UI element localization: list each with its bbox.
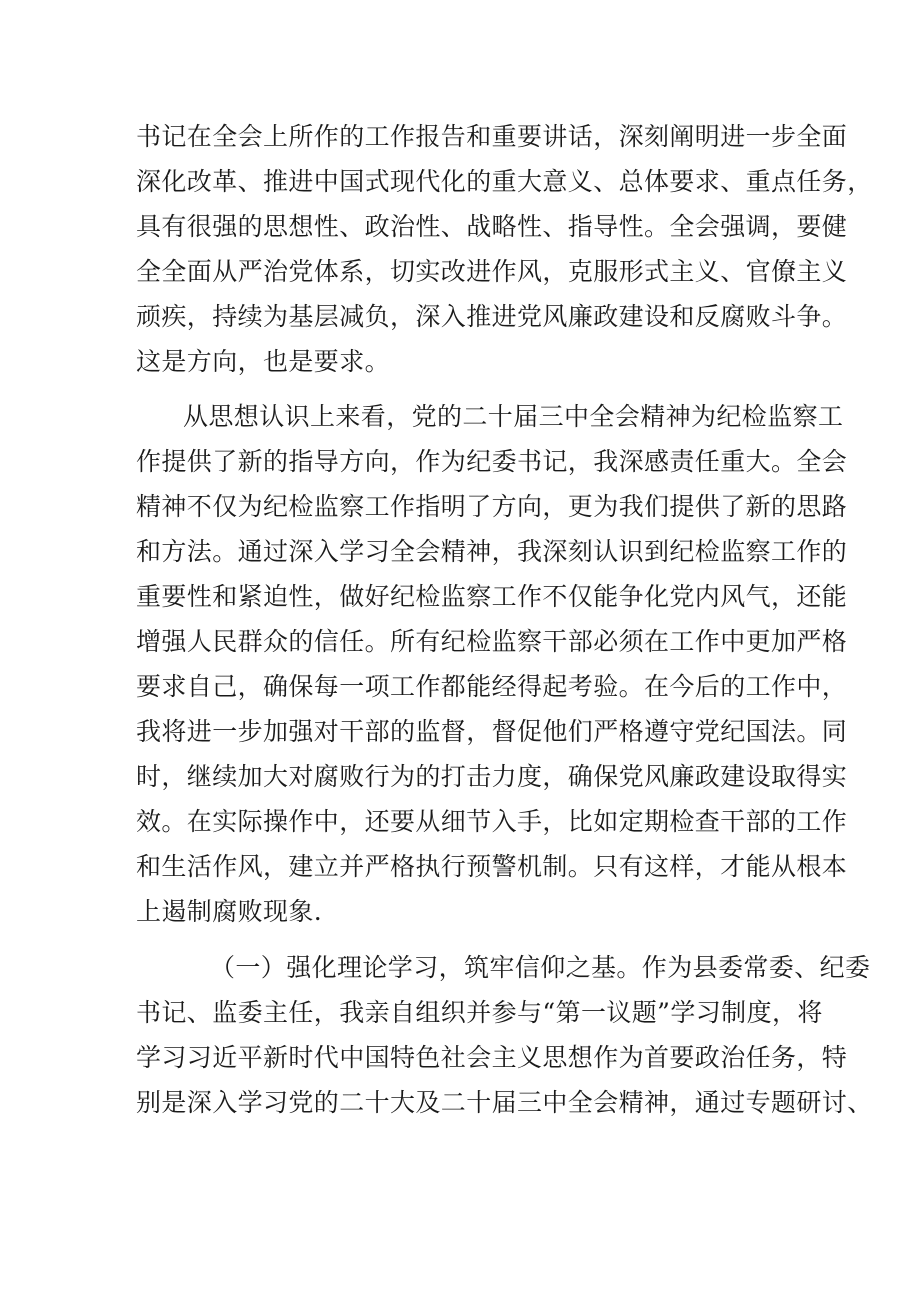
text-line: 效。在实际操作中，还要从细节入手，比如定期检查干部的工作: [136, 807, 848, 836]
text-line: 全全面从严治党体系，切实改进作风，克服形式主义、官僚主义: [136, 257, 848, 286]
text-line: 深化改革、推进中国式现代化的重大意义、总体要求、重点任务，: [136, 167, 873, 196]
text-line: 具有很强的思想性、政治性、战略性、指导性。全会强调，要健: [136, 212, 848, 241]
text-line: 顽疾，持续为基层减负，深入推进党风廉政建设和反腐败斗争。: [136, 302, 848, 331]
text-line: 书记、监委主任，我亲自组织并参与“第一议题”学习制度，将: [136, 998, 823, 1027]
text-line: 这是方向，也是要求。: [136, 347, 391, 376]
text-line: 从思想认识上来看，党的二十届三中全会精神为纪检监察工: [183, 402, 844, 431]
text-line: 和方法。通过深入学习全会精神，我深刻认识到纪检监察工作的: [136, 537, 848, 566]
text-line: 增强人民群众的信任。所有纪检监察干部必须在工作中更加严格: [136, 627, 848, 656]
text-line: （一）强化理论学习，筑牢信仰之基。作为县委常委、纪委: [210, 953, 871, 982]
text-line: 上遏制腐败现象.: [136, 897, 323, 926]
text-line: 作提供了新的指导方向，作为纪委书记，我深感责任重大。全会: [136, 447, 848, 476]
text-line: 学习习近平新时代中国特色社会主义思想作为首要政治任务，特: [136, 1043, 848, 1072]
text-line: 时，继续加大对腐败行为的打击力度，确保党风廉政建设取得实: [136, 762, 848, 791]
text-line: 书记在全会上所作的工作报告和重要讲话，深刻阐明进一步全面: [136, 122, 848, 151]
text-line: 重要性和紧迫性，做好纪检监察工作不仅能争化党内风气，还能: [136, 582, 848, 611]
text-line: 和生活作风，建立并严格执行预警机制。只有这样，才能从根本: [136, 852, 848, 881]
text-line: 别是深入学习党的二十大及二十届三中全会精神，通过专题研讨、: [136, 1088, 873, 1117]
text-line: 要求自己，确保每一项工作都能经得起考验。在今后的工作中，: [136, 672, 848, 701]
text-line: 我将进一步加强对干部的监督，督促他们严格遵守党纪国法。同: [136, 717, 848, 746]
text-line: 精神不仅为纪检监察工作指明了方向，更为我们提供了新的思路: [136, 492, 848, 521]
